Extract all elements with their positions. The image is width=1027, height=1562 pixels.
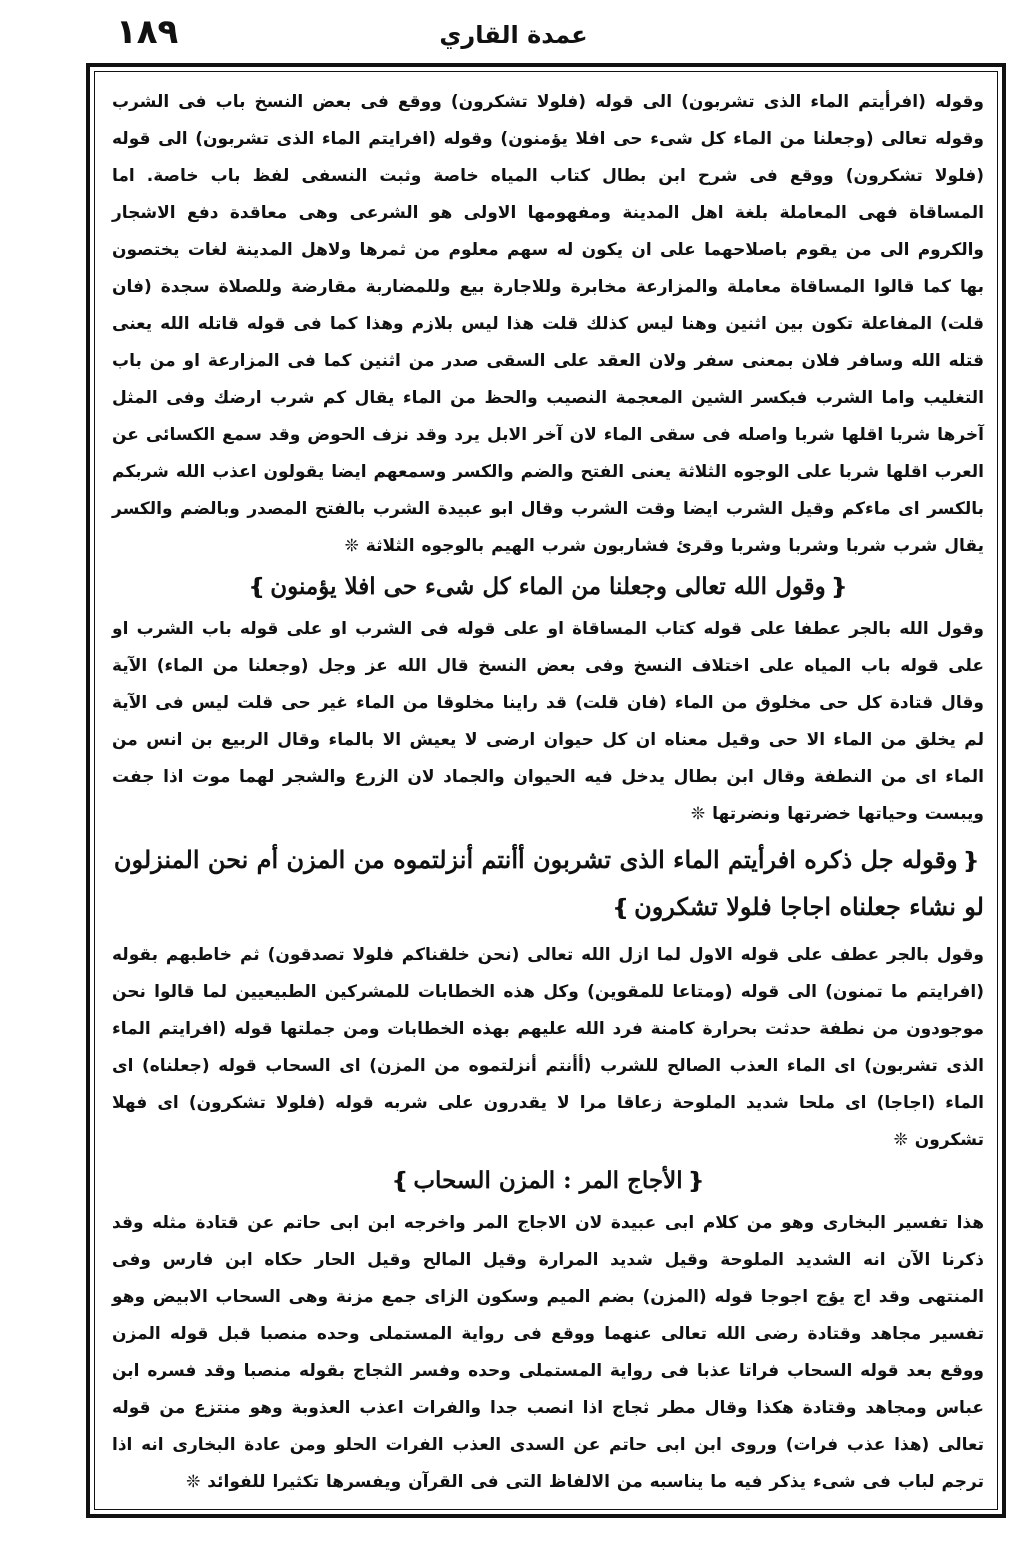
paragraph-al-ujaj: هذا تفسير البخارى وهو من كلام ابى عبيدة لان الاجاج المر واخرجه ابن ابى حاتم عن قتادة مثله وقد ذكرنا الآن انه الشديد الملوحة وقيل شديد المرارة وقيل المالح وقيل الحار حكاه ابن فارس وفى المنتهى وقد اج يؤج اجوجا قوله (المزن) بضم الميم وسكون الزاى جمع مزنة وهى السحاب الابيض وهو تفسير مجاهد وقتادة رضى الله تعالى عنهما ووقع فى رواية المستملى وحده منصبا قبل قوله المزن ووقع بعد قوله السحاب فراتا عذبا فى رواية المستملى وحده وفسر الثجاج بقوله منصبا وقد فسره ابن عباس ومجاهد وقتادة هكذا وقال مطر ثجاج اذا انصب جدا والفرات اعذب العذوبة وهو منتزع من قوله تعالى (هذا عذب فرات) وروى ابن ابى حاتم عن السدى العذب الفرات الحلو ومن عادة البخارى انه اذا ترجم لباب فى شىء يذكر فيه ما يناسبه من الالفاظ التى فى القرآن ويفسرها تكثيرا للفوائد ❊: [112, 1213, 984, 1492]
page-header: [0, 10, 1027, 60]
heading-text: الأجاج المر : المزن السحاب: [413, 1167, 683, 1194]
heading-text: وقول الله تعالى وجعلنا من الماء كل شىء حى افلا يؤمنون: [270, 573, 826, 600]
paragraph-wa-jaalna: وقول الله بالجر عطفا على قوله كتاب المساقاة او على قوله فى الشرب او على قوله باب الشرب او على قوله باب المياه على اختلاف النسخ وفى بعض النسخ قال الله عز وجل (وجعلنا من الماء) الآية وقال قتادة كل حى مخلوق من الماء (فان قلت) قد راينا مخلوقا من الماء غير حى قلت ليس فى الآية لم يخلق من الماء الا حى وقيل معناه ان كل حيوان ارضى لا يعيش الا بالماء وقال الربيع بن انس من الماء اى من النطفة وقال ابن بطال يدخل فيه الحيوان والجماد لان الزرع والشجر لهما موت اذا جفت ويبست وحياتها خضرتها ونضرتها ❊: [112, 619, 984, 824]
paragraph-musaqat-intro: وقوله (افرأيتم الماء الذى تشربون) الى قوله (فلولا تشكرون) ووقع فى بعض النسخ باب فى الشرب وقوله تعالى (وجعلنا من الماء كل شىء حى افلا يؤمنون) وقوله (افرايتم الماء الذى تشربون) الى قوله (فلولا تشكرون) ووقع فى شرح ابن بطال كتاب المياه خاصة وثبت النسفى لفظ باب خاصة. اما المساقاة فهى المعاملة بلغة اهل المدينة ومفهومها الاولى هو الشرعى وهى معاقدة دفع الاشجار والكروم الى من يقوم باصلاحهما على ان يكون له سهم معلوم من ثمرها ولاهل المدينة لغات يختصون بها كما قالوا المساقاة معاملة والمزارعة مخابرة وللاجارة بيع وللمضاربة مقارضة وللصلاة سجدة (فان قلت) المفاعلة تكون بين اثنين وهنا ليس كذلك قلت هذا ليس بلازم وهذا كما فى قوله قاتله الله يعنى قتله الله وسافر فلان بمعنى سفر ولان العقد على السقى صدر من اثنين كما فى المزارعة او من باب التغليب واما الشرب فبكسر الشين المعجمة النصيب والحظ من الماء يقال كم شرب ارضك وفى المثل آخرها شربا اقلها شربا واصله فى سقى الماء لان آخر الابل يرد وقد نزف الحوض وقد سمع الكسائى عن العرب اقلها شربا على الوجوه الثلاثة يعنى الفتح والضم والكسر وسمعهم ايضا يقولون اعذب الله شربكم بالكسر اى ماءكم وقيل الشرب ايضا وقت الشرب وقال ابو عبيدة الشرب بالفتح المصدر وبالضم والكسر يقال شرب شربا وشربا وشربا وقرئ فشاربون شرب الهيم بالوجوه الثلاثة ❊: [112, 92, 984, 556]
section-heading-wa-jaalna: [112, 567, 984, 607]
section-heading-al-ujaj: [112, 1161, 984, 1201]
paragraph-afaraaytum: وقول بالجر عطف على قوله الاول لما ازل الله تعالى (نحن خلقناكم فلولا تصدقون) ثم خاطبهم بقوله (افرايتم ما تمنون) الى قوله (ومتاعا للمقوين) وكل هذه الخطابات للمشركين الطبيعيين لما قالوا نحن موجودون من نطفة حدثت بحرارة كامنة فرد الله عليهم بهذه الخطابات ومن جملتها قوله (افرايتم الماء الذى تشربون) اى الماء العذب الصالح للشرب (أأنتم أنزلتموه من المزن) اى السحاب قوله (جعلناه) اى الماء (اجاجا) اى ملحا شديد الملوحة زعاقا مرا لا يقدرون على شربه قوله (فلولا تشكرون) اى فهلا تشكرون ❊: [112, 945, 984, 1150]
heading-text: وقوله جل ذكره افرأيتم الماء الذى تشربون أأنتم أنزلتموه من المزن أم نحن المنزلون لو نشاء جعلناه اجاجا فلولا تشكرون: [113, 845, 984, 921]
bracket-ornament: ❵: [390, 1168, 410, 1194]
page-number: ١٨٩: [116, 12, 179, 52]
section-heading-afaraaytum: [112, 837, 984, 931]
bracket-ornament: ❵: [611, 895, 631, 921]
page-body: [112, 84, 984, 1500]
bracket-ornament: ❴: [829, 574, 849, 600]
bracket-ornament: ❴: [686, 1168, 706, 1194]
bracket-ornament: ❴: [961, 848, 980, 874]
running-title: عمدة القاري: [439, 21, 588, 49]
bracket-ornament: ❵: [247, 574, 267, 600]
